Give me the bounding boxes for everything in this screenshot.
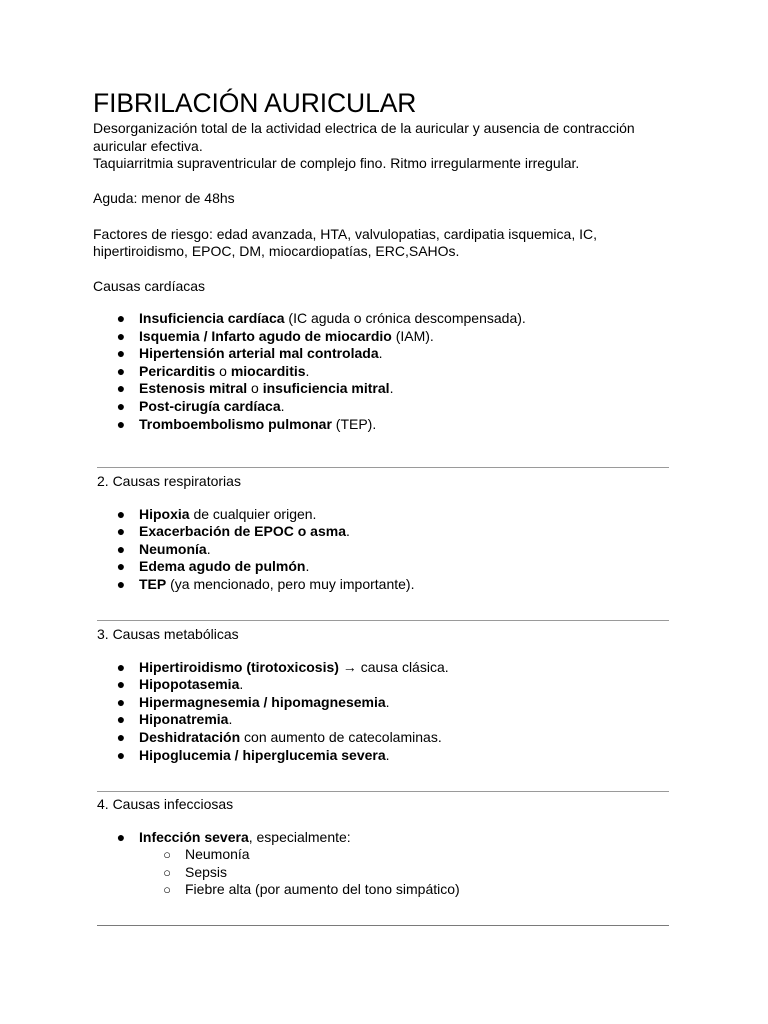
infectious-sublist	[139, 846, 657, 899]
acute-line: Aguda: menor de 48hs	[93, 190, 235, 207]
section-divider	[97, 620, 669, 621]
bullet-icon: ●	[116, 828, 126, 845]
rhythm-line: Taquiarritmia supraventricular de complejo fino. Ritmo irregularmente irregular.	[93, 155, 580, 172]
list-item: ● Edema agudo de pulmón.	[116, 558, 310, 575]
list-item: ● Post-cirugía cardíaca.	[116, 397, 285, 414]
bullet-icon: ●	[116, 397, 126, 414]
metabolic-list	[93, 659, 657, 765]
respiratory-list	[93, 506, 657, 594]
list-item: ● Insuficiencia cardíaca (IC aguda o crónica descompensada).	[116, 309, 526, 326]
list-item: ● Hipoxia de cualquier origen.	[116, 505, 317, 522]
infectious-heading: 4. Causas infecciosas	[97, 796, 234, 812]
document-body	[93, 86, 653, 433]
bullet-icon: ●	[116, 309, 126, 326]
list-item: ● Hipoglucemia / hiperglucemia severa.	[116, 746, 390, 763]
sub-list-item: ○ Fiebre alta (por aumento del tono simpático)	[139, 881, 657, 899]
list-item: ● Hipermagnesemia / hipomagnesemia.	[116, 693, 390, 710]
metabolic-heading: 3. Causas metabólicas	[97, 626, 239, 642]
sub-list-item: ○ Sepsis	[139, 864, 657, 882]
list-item: ● Pericarditis o miocarditis.	[116, 362, 310, 379]
list-item: ● Deshidratación con aumento de catecolaminas.	[116, 728, 442, 745]
list-item: ● Infección severa, especialmente: ○ Neumonía ○ Sepsis ○ Fiebre alta (por aumento del tono simpático)	[93, 829, 657, 899]
metabolic-section	[97, 626, 657, 764]
respiratory-section	[97, 473, 657, 594]
bullet-icon: ●	[116, 711, 126, 728]
bullet-icon: ●	[116, 380, 126, 397]
list-item: ● TEP (ya mencionado, pero muy importante).	[116, 575, 415, 592]
bullet-icon: ●	[116, 746, 126, 763]
risk-factors: Factores de riesgo: edad avanzada, HTA, valvulopatias, cardipatia isquemica, IC, hipertiroidismo, EPOC, DM, miocardiopatías, ERC,SAHOs.	[93, 225, 597, 260]
bullet-icon: ●	[116, 362, 126, 379]
infectious-list	[93, 829, 657, 899]
list-item: ● Hiponatremia.	[116, 711, 233, 728]
list-item: ● Hipertensión arterial mal controlada.	[116, 345, 383, 362]
bullet-icon: ●	[116, 345, 126, 362]
bullet-icon: ●	[116, 523, 126, 540]
bullet-icon: ●	[116, 505, 126, 522]
respiratory-heading: 2. Causas respiratorias	[97, 473, 241, 489]
cardiac-heading: Causas cardíacas	[93, 278, 206, 295]
bullet-icon: ●	[116, 415, 126, 432]
cardiac-list	[93, 310, 653, 433]
bullet-icon: ●	[116, 558, 126, 575]
list-item: ● Neumonía.	[116, 540, 211, 557]
hollow-bullet-icon: ○	[163, 864, 171, 880]
section-divider	[97, 467, 669, 468]
bullet-icon: ●	[116, 676, 126, 693]
list-item: ● Tromboembolismo pulmonar (TEP).	[116, 415, 377, 432]
bullet-icon: ●	[116, 658, 126, 675]
section-divider	[97, 925, 669, 926]
hollow-bullet-icon: ○	[163, 847, 171, 863]
list-item: ● Hipopotasemia.	[116, 676, 244, 693]
bullet-icon: ●	[116, 327, 126, 344]
section-divider	[97, 791, 669, 792]
bullet-icon: ●	[116, 540, 126, 557]
bullet-icon: ●	[116, 693, 126, 710]
list-item: ● Hipertiroidismo (tirotoxicosis) → causa clásica.	[116, 658, 449, 675]
list-item: ● Exacerbación de EPOC o asma.	[116, 523, 350, 540]
definition-line: Desorganización total de la actividad electrica de la auricular y ausencia de contracción auricular efectiva.	[93, 120, 635, 154]
list-item: ● Isquemia / Infarto agudo de miocardio (IAM).	[116, 327, 434, 344]
bullet-icon: ●	[116, 575, 126, 592]
bullet-icon: ●	[116, 728, 126, 745]
list-item: ● Estenosis mitral o insuficiencia mitral.	[116, 380, 394, 397]
hollow-bullet-icon: ○	[163, 882, 171, 898]
sub-list-item: ○ Neumonía	[139, 846, 657, 864]
infectious-section	[97, 796, 657, 899]
page-title: FIBRILACIÓN AURICULAR	[93, 88, 417, 118]
